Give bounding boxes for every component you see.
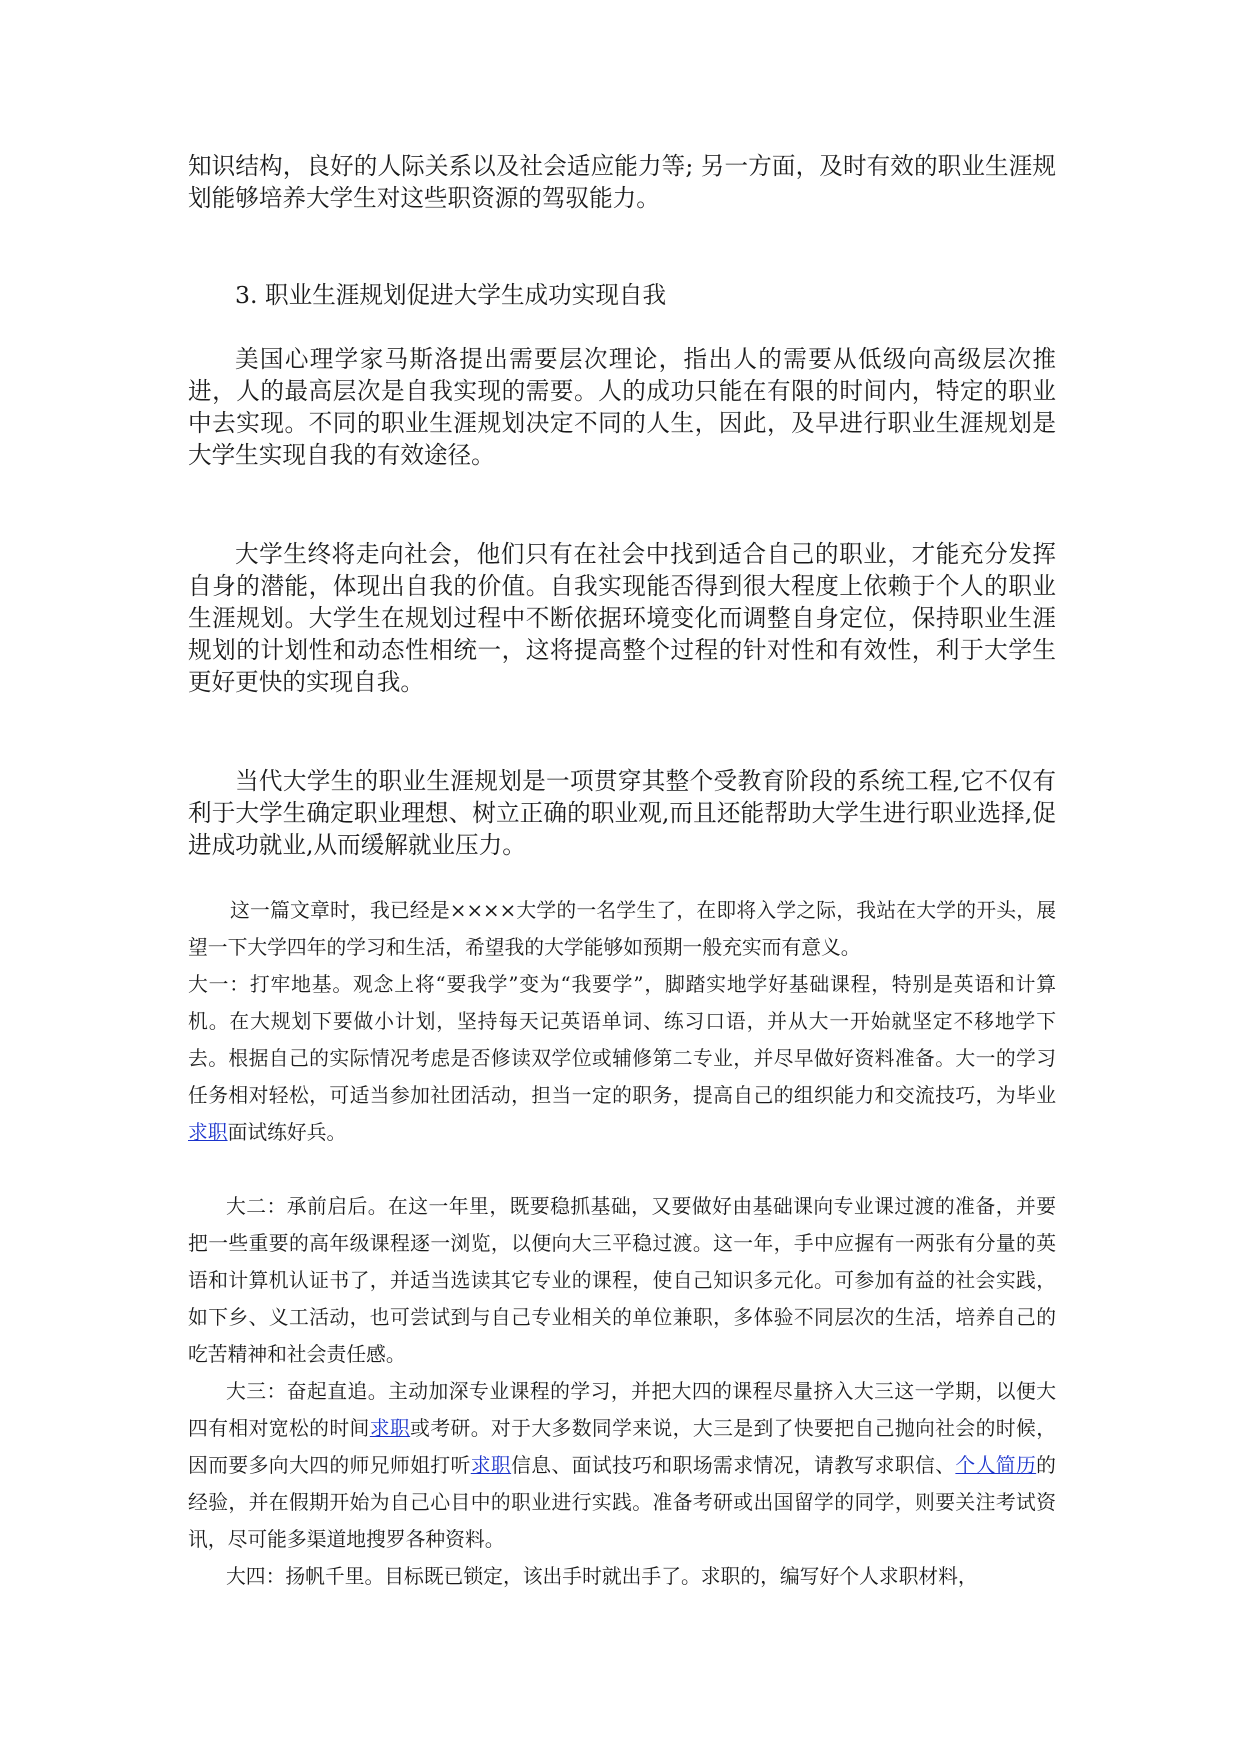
junior-text-d: 的经验，并在假期开始为自己心目中的职业进行实践。准备考研或出国留学的同学，则要关注考试资讯，尽可能多渠道地搜罗各种资料。 [188, 1454, 1056, 1551]
junior-text-c: 信息、面试技巧和职场需求情况，请教写求职信、 [511, 1454, 956, 1477]
paragraph-junior-year [188, 1373, 1056, 1558]
paragraph-career-planning-summary: 当代大学生的职业生涯规划是一项贯穿其整个受教育阶段的系统工程,它不仅有利于大学生确定职业理想、树立正确的职业观,而且还能帮助大学生进行职业选择,促进成功就业,从而缓解就业压力。 [188, 767, 1056, 859]
job-seeking-link[interactable]: 求职 [470, 1454, 512, 1477]
paragraph-self-realization: 大学生终将走向社会，他们只有在社会中找到适合自己的职业，才能充分发挥自身的潜能，体现出自我的价值。自我实现能否得到很大程度上依赖于个人的职业生涯规划。大学生在规划过程中不断依据环境变化而调整自身定位，保持职业生涯规划的计划性和动态性相统一，这将提高整个过程的针对性和有效性，利于大学生更好更快的实现自我。 [188, 540, 1056, 696]
job-seeking-link[interactable]: 求职 [188, 1121, 228, 1144]
paragraph-freshman-year [188, 966, 1056, 1151]
job-seeking-link[interactable]: 求职 [369, 1417, 411, 1440]
freshman-text-end: 面试练好兵。 [227, 1121, 347, 1144]
freshman-text: 大一：打牢地基。观念上将“要我学”变为“我要学”，脚踏实地学好基础课程，特别是英语和计算机。在大规划下要做小计划，坚持每天记英语单词、练习口语，并从大一开始就坚定不移地学下去。根据自己的实际情况考虑是否修读双学位或辅修第二专业，并尽早做好资料准备。大一的学习任务相对轻松，可适当参加社团活动，担当一定的职务，提高自己的组织能力和交流技巧，为毕业 [188, 973, 1056, 1107]
section-heading: 3. 职业生涯规划促进大学生成功实现自我 [235, 281, 667, 309]
paragraph-senior-year: 大四：扬帆千里。目标既已锁定，该出手时就出手了。求职的，编写好个人求职材料， [226, 1565, 978, 1588]
junior-text-a: 大三：奋起直追。主动加深专业课程的学习，并把大四的课程尽量挤入大三这一学期，以便大四有相对宽松的时间 [188, 1380, 1056, 1440]
paragraph-intro-continuation: 知识结构，良好的人际关系以及社会适应能力等; 另一方面，及时有效的职业生涯规划能够培养大学生对这些职资源的驾驭能力。 [188, 152, 1056, 212]
junior-text-b: 或考研。对于大多数同学来说，大三是到了快要把自己抛向社会的时候，因而要多向大四的师兄师姐打听 [188, 1417, 1056, 1477]
paragraph-essay-intro: 这一篇文章时，我已经是××××大学的一名学生了，在即将入学之际，我站在大学的开头，展望一下大学四年的学习和生活，希望我的大学能够如预期一般充实而有意义。 [188, 899, 1056, 959]
paragraph-sophomore-year: 大二：承前启后。在这一年里，既要稳抓基础，又要做好由基础课向专业课过渡的准备，并要把一些重要的高年级课程逐一浏览，以便向大三平稳过渡。这一年，手中应握有一两张有分量的英语和计算机认证书了，并适当选读其它专业的课程，使自己知识多元化。可参加有益的社会实践，如下乡、义工活动，也可尝试到与自己专业相关的单位兼职，多体验不同层次的生活，培养自己的吃苦精神和社会责任感。 [188, 1195, 1056, 1366]
paragraph-maslow: 美国心理学家马斯洛提出需要层次理论，指出人的需要从低级向高级层次推进，人的最高层次是自我实现的需要。人的成功只能在有限的时间内，特定的职业中去实现。不同的职业生涯规划决定不同的人生，因此，及早进行职业生涯规划是大学生实现自我的有效途径。 [188, 345, 1056, 469]
resume-link[interactable]: 个人简历 [955, 1454, 1037, 1477]
